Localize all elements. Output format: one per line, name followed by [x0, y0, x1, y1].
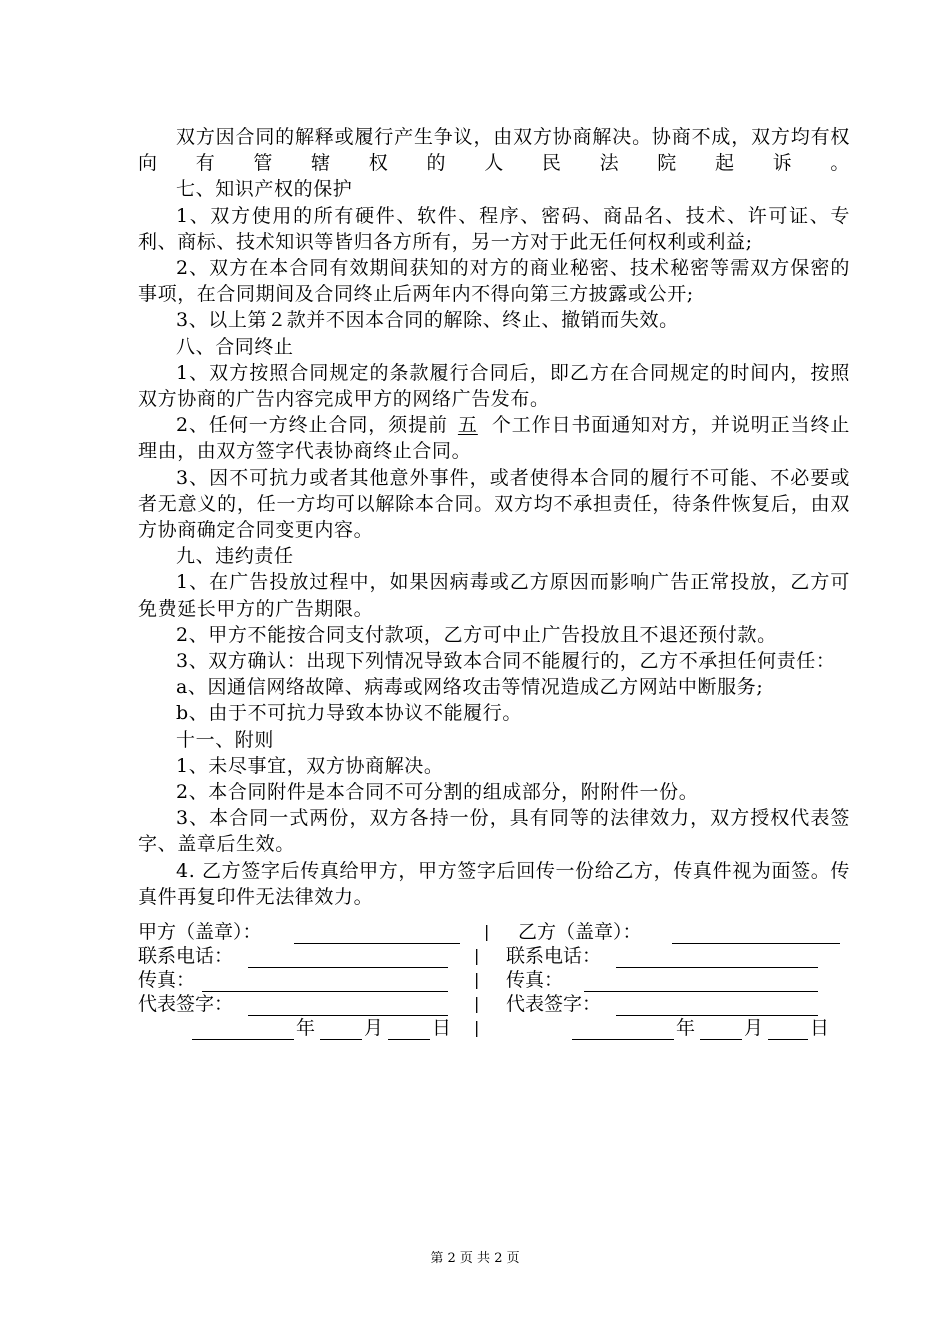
- notice-days-field: 五: [457, 414, 478, 437]
- clause-7-3: 3、以上第２款并不因本合同的解除、终止、撤销而失效。: [176, 309, 679, 332]
- party-a-day-label: 日: [432, 1017, 452, 1039]
- contract-body: [138, 124, 850, 910]
- party-b-month-line: [700, 1016, 742, 1040]
- party-b-fax-line: [584, 968, 818, 992]
- party-a-seal-label: 甲方（盖章）：: [138, 921, 262, 943]
- party-b-year-label: 年: [676, 1017, 696, 1039]
- party-a-rep-sign-line: [248, 992, 448, 1016]
- phone-row: [138, 944, 850, 968]
- party-a-phone-label: 联系电话：: [138, 945, 234, 967]
- party-b-day-label: 日: [810, 1017, 830, 1039]
- section-7-heading: 七、知识产权的保护: [176, 178, 353, 201]
- signature-block: [138, 920, 850, 1040]
- section-8-heading: 八、合同终止: [176, 335, 294, 358]
- clause-11-3: 3、本合同一式两份，双方各持一份，具有同等的法律效力，双方授权代表签字、盖章后生效。: [138, 807, 850, 856]
- dispute-clause-line1: [138, 124, 850, 176]
- party-b-month-label: 月: [744, 1017, 764, 1039]
- date-row: [138, 1016, 850, 1040]
- party-b-seal-label: 乙方（盖章）：: [518, 921, 642, 943]
- party-a-fax-line: [202, 968, 448, 992]
- clause-9-3-a: a、因通信网络故障、病毒或网络攻击等情况造成乙方网站中断服务;: [176, 676, 764, 699]
- party-b-phone-label: 联系电话：: [506, 945, 602, 967]
- party-a-seal-line: [294, 920, 460, 944]
- section-11-heading: 十一、附则: [176, 728, 275, 751]
- clause-8-2: [138, 412, 850, 464]
- party-a-rep-sign-label: 代表签字：: [138, 993, 234, 1015]
- party-a-day-line: [388, 1016, 430, 1040]
- clause-9-3-b: b、由于不可抗力导致本协议不能履行。: [176, 702, 522, 725]
- clause-11-2: 2、本合同附件是本合同不可分割的组成部分，附附件一份。: [176, 781, 699, 804]
- party-b-seal-line: [672, 920, 840, 944]
- date-separator: |: [474, 1018, 480, 1037]
- clause-11-1: 1、未尽事宜，双方协商解决。: [176, 754, 444, 777]
- rep-sign-separator: |: [474, 994, 480, 1013]
- clause-8-3: 3、因不可抗力或者其他意外事件，或者使得本合同的履行不可能、不必要或者无意义的，任一方均可以解除本合同。双方均不承担责任，待条件恢复后，由双方协商确定合同变更内容。: [138, 466, 850, 542]
- clause-9-2: 2、甲方不能按合同支付款项，乙方可中止广告投放且不退还预付款。: [176, 623, 777, 646]
- party-a-month-line: [320, 1016, 362, 1040]
- party-b-day-line: [768, 1016, 808, 1040]
- clause-8-2-suffix: 个工作日书面通知对方，并说明正当终止理由，由双方签字代表协商终止合同。: [138, 414, 850, 463]
- fax-row: [138, 968, 850, 992]
- party-a-year-label: 年: [296, 1017, 316, 1039]
- page-footer: 第 2 页 共 2 页: [430, 1251, 520, 1266]
- party-b-year-line: [572, 1016, 674, 1040]
- party-a-phone-line: [248, 944, 448, 968]
- rep-sign-row: [138, 992, 850, 1016]
- party-a-month-label: 月: [364, 1017, 384, 1039]
- party-b-rep-sign-line: [616, 992, 818, 1016]
- section-9-heading: 九、违约责任: [176, 545, 294, 568]
- clause-9-1: 1、在广告投放过程中，如果因病毒或乙方原因而影响广告正常投放，乙方可免费延长甲方的广告期限。: [138, 571, 850, 620]
- clause-9-3: 3、双方确认：出现下列情况导致本合同不能履行的，乙方不承担任何责任：: [176, 650, 836, 673]
- seal-row: [138, 920, 850, 944]
- phone-separator: |: [474, 946, 480, 965]
- party-b-fax-label: 传真：: [506, 969, 564, 991]
- clause-7-1: 1、双方使用的所有硬件、软件、程序、密码、商品名、技术、许可证、专利、商标、技术知识等皆归各方所有，另一方对于此无任何权利或利益;: [138, 204, 850, 253]
- clause-7-2: 2、双方在本合同有效期间获知的对方的商业秘密、技术秘密等需双方保密的事项，在合同期间及合同终止后两年内不得向第三方披露或公开;: [138, 257, 850, 306]
- party-b-phone-line: [616, 944, 818, 968]
- clause-8-1: 1、双方按照合同规定的条款履行合同后，即乙方在合同规定的时间内，按照双方协商的广告内容完成甲方的网络广告发布。: [138, 361, 850, 411]
- party-b-rep-sign-label: 代表签字：: [506, 993, 602, 1015]
- seal-separator: |: [484, 922, 490, 941]
- dispute-clause: 双方因合同的解释或履行产生争议，由双方协商解决。协商不成，双方均有权向有管辖权的人民法院起诉。: [138, 126, 850, 175]
- clause-11-4: 4. 乙方签字后传真给甲方，甲方签字后回传一份给乙方，传真件视为面签。传真件再复印件无法律效力。: [138, 859, 850, 908]
- fax-separator: |: [474, 970, 480, 989]
- party-a-fax-label: 传真：: [138, 969, 196, 991]
- party-a-year-line: [192, 1016, 294, 1040]
- clause-8-2-prefix: 2、任何一方终止合同，须提前: [176, 414, 448, 437]
